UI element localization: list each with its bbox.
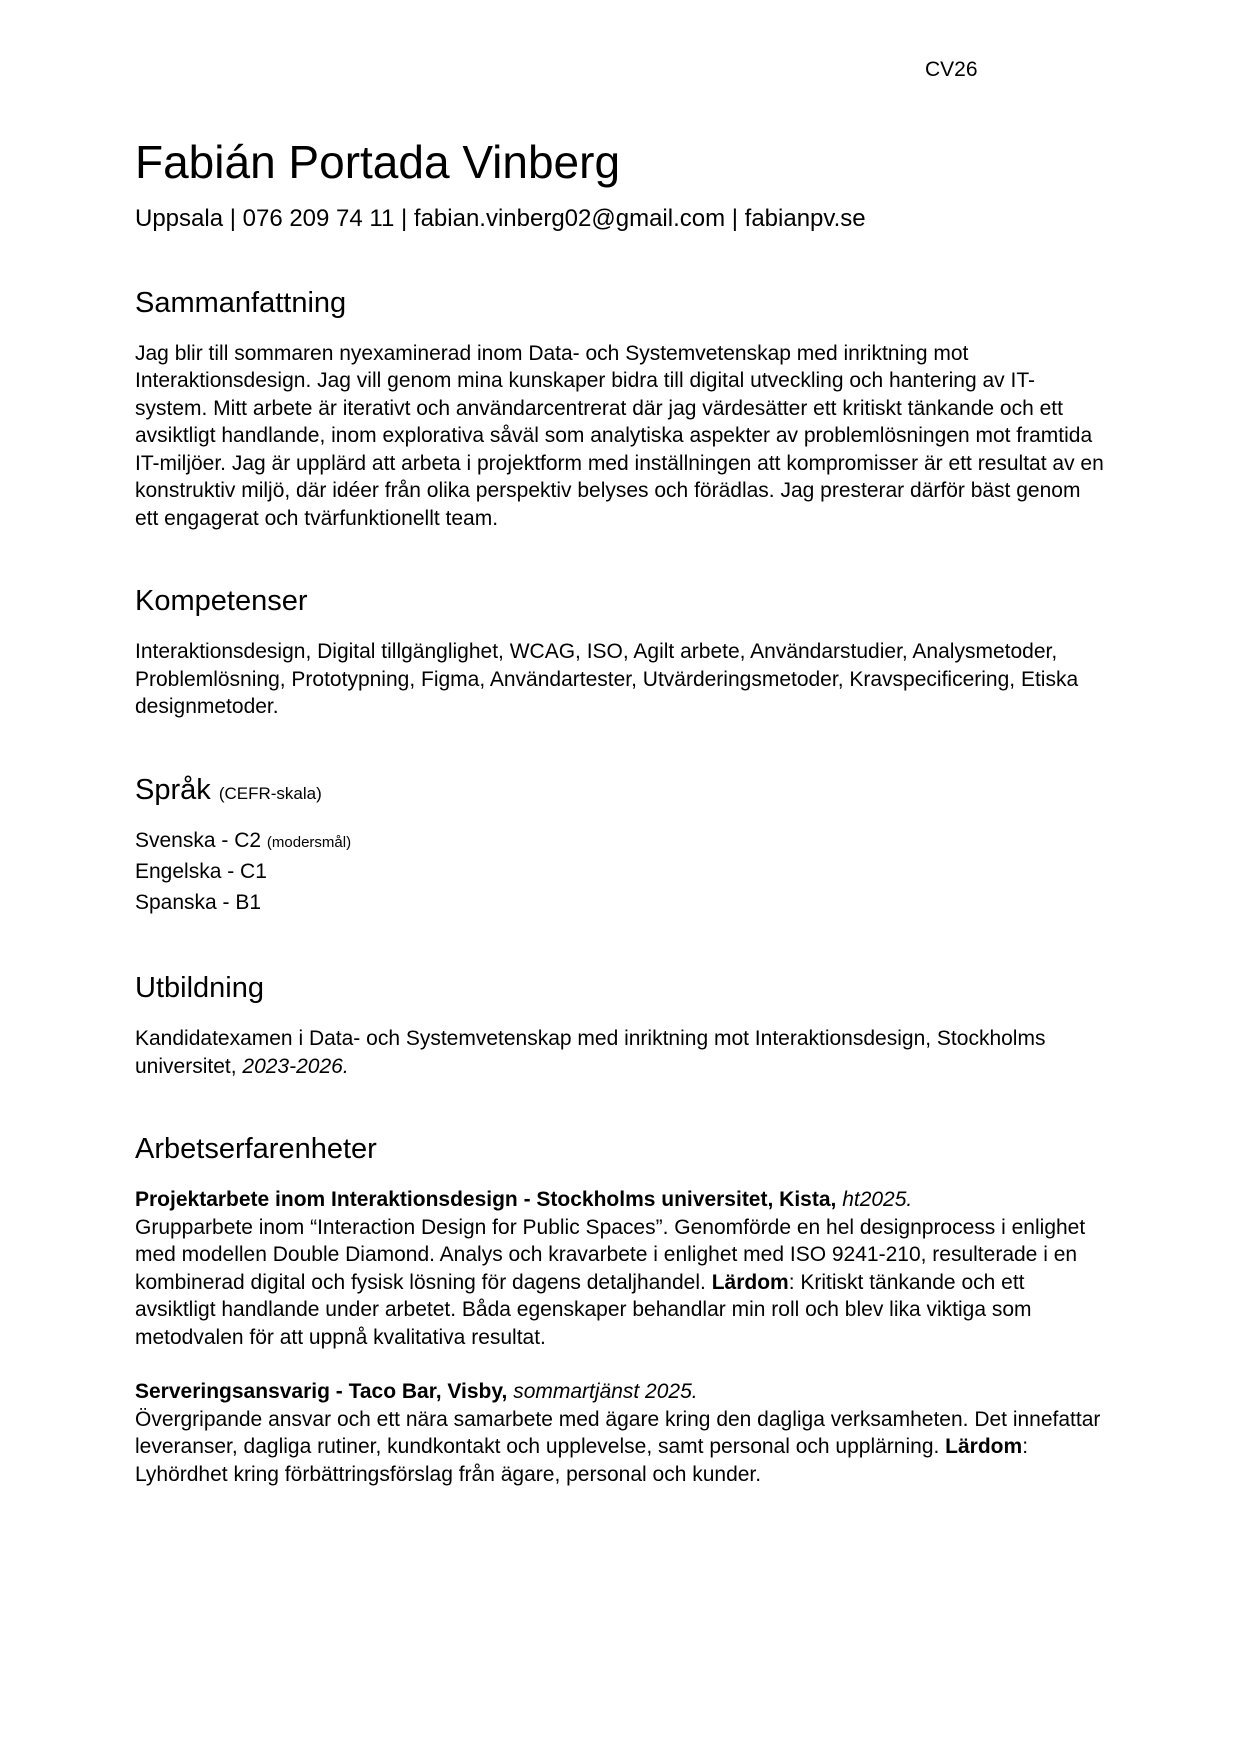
summary-text: Jag blir till sommaren nyexaminerad inom Data- och Systemvetenskap med inriktning mot Interaktionsdesign. Jag vill genom mina kunskaper bidra till digital utveckling och hantering av IT-system. Mitt arbete är iterativt och användarcentrerat där jag värdesätter ett kritiskt tänkande och ett avsiktligt handlande, inom explorativa såväl som analytiska aspekter av problemlösningen mot framtida IT-miljöer. Jag är upplärd att arbeta i projektform med inställningen att kompromisser är ett resultat av en konstruktiv miljö, där idéer från olika perspektiv belyses och förädlas. Jag presterar därför bäst genom ett engagerat och tvärfunktionellt team. xyxy=(135,341,1104,530)
education-text xyxy=(135,1025,1107,1080)
job-entry xyxy=(135,1378,1107,1488)
job-entry xyxy=(135,1186,1107,1351)
language-text: Svenska - C2 xyxy=(135,829,262,853)
language-item xyxy=(135,888,1107,919)
job-title: Serveringsansvarig - Taco Bar, Visby, xyxy=(135,1380,508,1404)
skills-text: Interaktionsdesign, Digital tillgänglighet, WCAG, ISO, Agilt arbete, Användarstudier, Analysmetoder, Problemlösning, Prototypning, Figma, Användartester, Utvärderingsmetoder, Kravspecificering, Etiska designmetoder. xyxy=(135,640,1079,719)
job-description xyxy=(135,1214,1107,1352)
job-period: ht2025. xyxy=(842,1188,913,1212)
contact-line: Uppsala | 076 209 74 11 | fabian.vinberg02@gmail.com | fabianpv.se xyxy=(135,204,866,232)
section-title-experience: Arbetserfarenheter xyxy=(135,1133,377,1166)
job-description-text: Grupparbete inom “Interaction Design for Public Spaces”. Genomförde en hel designprocess i enlighet med modellen Double Diamond. Analys och kravarbete i enlighet med ISO 9241-210, resulterade i en kombinerad digital och fysisk lösning för dagens detaljhandel. xyxy=(135,1215,1086,1294)
languages-title-note: (CEFR-skala) xyxy=(218,783,322,803)
section-title-skills: Kompetenser xyxy=(135,585,308,618)
language-note: (modersmål) xyxy=(266,834,352,852)
section-title-languages xyxy=(135,773,1107,808)
job-period: sommartjänst 2025. xyxy=(513,1380,698,1404)
job-lesson-label: Lärdom xyxy=(711,1270,789,1294)
page-label: CV26 xyxy=(925,58,978,81)
language-text: Spanska - B1 xyxy=(135,891,262,915)
job-title: Projektarbete inom Interaktionsdesign - Stockholms universitet, Kista, xyxy=(135,1188,837,1212)
language-item xyxy=(135,826,1107,857)
job-lesson-label: Lärdom xyxy=(945,1435,1023,1459)
language-item xyxy=(135,857,1107,888)
language-text: Engelska - C1 xyxy=(135,860,267,884)
section-title-education: Utbildning xyxy=(135,972,264,1005)
education-degree: Kandidatexamen i Data- och Systemvetenskap med inriktning mot Interaktionsdesign, Stockholms universitet, xyxy=(135,1027,1046,1078)
person-name: Fabián Portada Vinberg xyxy=(135,136,621,188)
section-title-summary: Sammanfattning xyxy=(135,287,347,320)
job-description xyxy=(135,1406,1107,1489)
job-lesson-text: : Lyhördhet kring förbättringsförslag från ägare, personal och kunder. xyxy=(135,1435,1029,1486)
education-period: 2023-2026. xyxy=(242,1054,349,1078)
job-heading xyxy=(135,1186,1107,1214)
job-description-text: Övergripande ansvar och ett nära samarbete med ägare kring den dagliga verksamheten. Det innefattar leveranser, dagliga rutiner, kundkontakt och upplevelse, samt personal och upplärning. xyxy=(135,1407,1101,1459)
languages-title: Språk xyxy=(135,773,211,806)
job-lesson-text: : Kritiskt tänkande och ett avsiktligt handlande under arbetet. Båda egenskaper behandlar min roll och blev lika viktiga som metodvalen för att uppnå kvalitativa resultat. xyxy=(135,1270,1032,1349)
job-heading xyxy=(135,1378,1107,1406)
